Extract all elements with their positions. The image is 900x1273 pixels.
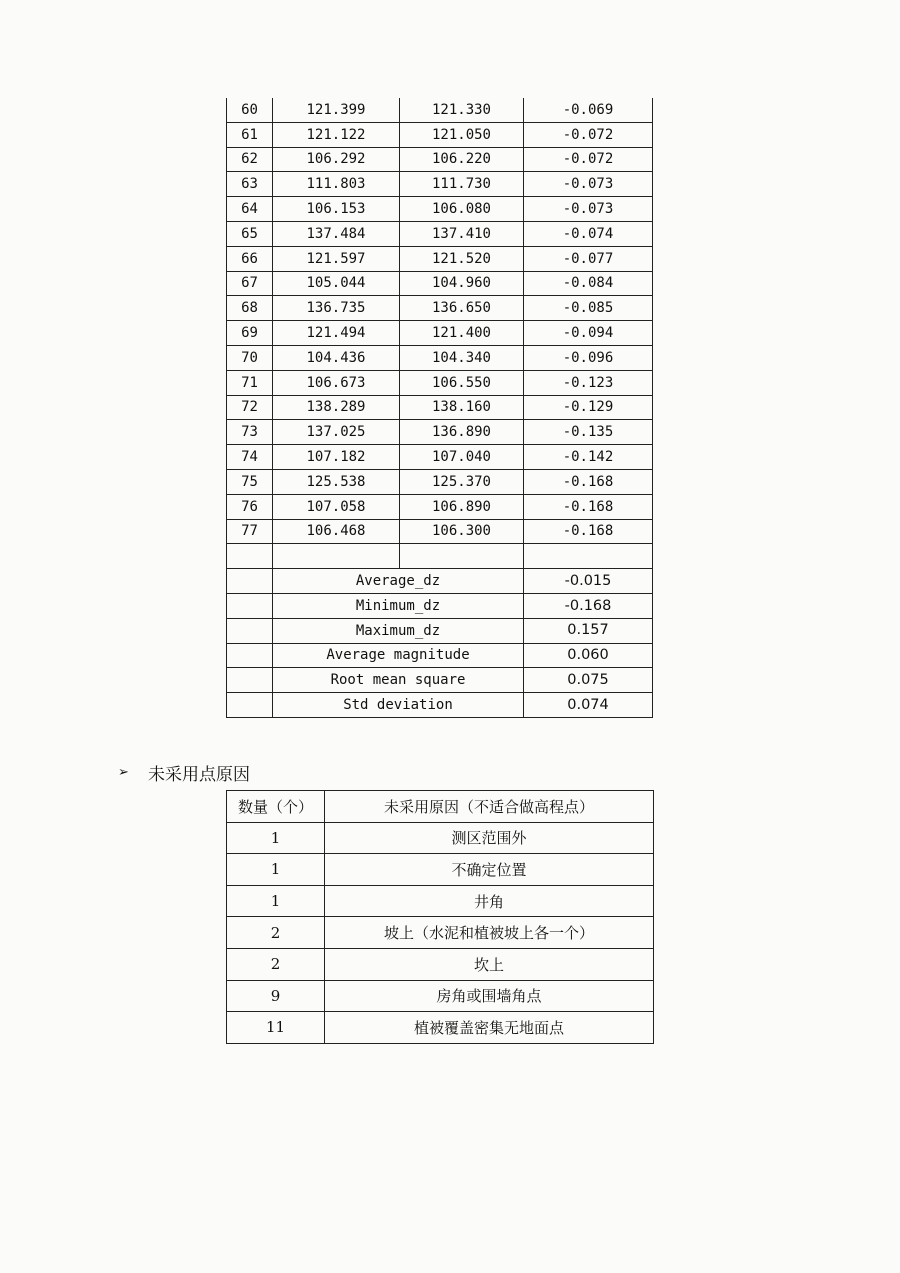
stat-label-cell: Minimum_dz [273, 593, 524, 618]
stat-row [227, 668, 653, 693]
count-cell: 1 [227, 854, 325, 886]
point-id-cell: 67 [227, 271, 273, 296]
dz-cell: -0.077 [524, 246, 653, 271]
dz-cell: -0.168 [524, 469, 653, 494]
table-row [227, 370, 653, 395]
reason-cell: 房角或围墙角点 [325, 980, 654, 1012]
blank-row [227, 544, 653, 569]
table-row [227, 948, 654, 980]
dz-cell: -0.168 [524, 519, 653, 544]
stat-value-cell: 0.075 [524, 668, 653, 693]
table-row [227, 420, 653, 445]
table-row [227, 345, 653, 370]
reference-elevation-cell: 106.080 [400, 197, 524, 222]
measured-elevation-cell: 107.058 [273, 494, 400, 519]
empty-cell [227, 569, 273, 594]
stat-row [227, 569, 653, 594]
reference-elevation-cell: 121.050 [400, 122, 524, 147]
point-id-cell: 68 [227, 296, 273, 321]
point-id-cell: 72 [227, 395, 273, 420]
reference-elevation-cell: 104.960 [400, 271, 524, 296]
reason-cell: 坎上 [325, 948, 654, 980]
measured-elevation-cell: 121.399 [273, 98, 400, 122]
point-id-cell: 75 [227, 469, 273, 494]
section-heading [118, 760, 250, 785]
count-cell: 11 [227, 1012, 325, 1044]
dz-cell: -0.168 [524, 494, 653, 519]
stat-row [227, 693, 653, 718]
point-id-cell: 74 [227, 445, 273, 470]
stat-row [227, 643, 653, 668]
empty-cell [400, 544, 524, 569]
stat-label-cell: Maximum_dz [273, 618, 524, 643]
measured-elevation-cell: 111.803 [273, 172, 400, 197]
check-points-table [226, 98, 653, 718]
measured-elevation-cell: 106.292 [273, 147, 400, 172]
empty-cell [227, 643, 273, 668]
measured-elevation-cell: 106.153 [273, 197, 400, 222]
stat-label-cell: Std deviation [273, 693, 524, 718]
stat-value-cell: 0.060 [524, 643, 653, 668]
table-row [227, 885, 654, 917]
table-row [227, 221, 653, 246]
table-row [227, 246, 653, 271]
point-id-cell: 73 [227, 420, 273, 445]
point-id-cell: 77 [227, 519, 273, 544]
reference-elevation-cell: 121.400 [400, 321, 524, 346]
point-id-cell: 63 [227, 172, 273, 197]
dz-cell: -0.072 [524, 147, 653, 172]
measured-elevation-cell: 125.538 [273, 469, 400, 494]
dz-cell: -0.096 [524, 345, 653, 370]
point-id-cell: 76 [227, 494, 273, 519]
table-row [227, 980, 654, 1012]
reference-elevation-cell: 106.300 [400, 519, 524, 544]
count-cell: 1 [227, 822, 325, 854]
stat-row [227, 593, 653, 618]
dz-cell: -0.129 [524, 395, 653, 420]
reference-elevation-cell: 107.040 [400, 445, 524, 470]
table-row [227, 147, 653, 172]
reference-elevation-cell: 106.890 [400, 494, 524, 519]
table-row [227, 98, 653, 122]
table-row [227, 122, 653, 147]
dz-cell: -0.069 [524, 98, 653, 122]
empty-cell [227, 618, 273, 643]
stat-value-cell: 0.157 [524, 618, 653, 643]
dz-cell: -0.135 [524, 420, 653, 445]
dz-cell: -0.142 [524, 445, 653, 470]
measured-elevation-cell: 138.289 [273, 395, 400, 420]
stat-label-cell: Average_dz [273, 569, 524, 594]
point-id-cell: 66 [227, 246, 273, 271]
dz-cell: -0.085 [524, 296, 653, 321]
dz-cell: -0.073 [524, 172, 653, 197]
reference-elevation-cell: 121.520 [400, 246, 524, 271]
table-row [227, 917, 654, 949]
table-row [227, 296, 653, 321]
table-row [227, 822, 654, 854]
point-id-cell: 65 [227, 221, 273, 246]
dz-cell: -0.094 [524, 321, 653, 346]
measured-elevation-cell: 121.122 [273, 122, 400, 147]
measured-elevation-cell: 137.025 [273, 420, 400, 445]
empty-cell [227, 593, 273, 618]
reason-cell: 井角 [325, 885, 654, 917]
reference-elevation-cell: 121.330 [400, 98, 524, 122]
stat-value-cell: 0.074 [524, 693, 653, 718]
measured-elevation-cell: 104.436 [273, 345, 400, 370]
table-row [227, 494, 653, 519]
empty-cell [227, 693, 273, 718]
point-id-cell: 64 [227, 197, 273, 222]
point-id-cell: 60 [227, 98, 273, 122]
table-row [227, 854, 654, 886]
stat-label-cell: Average magnitude [273, 643, 524, 668]
count-header: 数量（个） [227, 791, 325, 823]
reference-elevation-cell: 106.550 [400, 370, 524, 395]
dz-cell: -0.074 [524, 221, 653, 246]
dz-cell: -0.123 [524, 370, 653, 395]
count-cell: 2 [227, 948, 325, 980]
measured-elevation-cell: 121.494 [273, 321, 400, 346]
stat-value-cell: -0.168 [524, 593, 653, 618]
point-id-cell: 61 [227, 122, 273, 147]
reference-elevation-cell: 111.730 [400, 172, 524, 197]
reference-elevation-cell: 137.410 [400, 221, 524, 246]
measured-elevation-cell: 137.484 [273, 221, 400, 246]
reason-cell: 植被覆盖密集无地面点 [325, 1012, 654, 1044]
section-title: 未采用点原因 [148, 765, 250, 785]
count-cell: 1 [227, 885, 325, 917]
table-row [227, 321, 653, 346]
stat-value-cell: -0.015 [524, 569, 653, 594]
table-row [227, 519, 653, 544]
measured-elevation-cell: 105.044 [273, 271, 400, 296]
point-id-cell: 71 [227, 370, 273, 395]
arrow-bullet-icon: ➢ [118, 765, 129, 780]
reference-elevation-cell: 125.370 [400, 469, 524, 494]
reason-cell: 测区范围外 [325, 822, 654, 854]
table-row [227, 197, 653, 222]
dz-cell: -0.072 [524, 122, 653, 147]
reason-cell: 不确定位置 [325, 854, 654, 886]
measured-elevation-cell: 121.597 [273, 246, 400, 271]
reason-header: 未采用原因（不适合做高程点） [325, 791, 654, 823]
point-id-cell: 70 [227, 345, 273, 370]
stat-row [227, 618, 653, 643]
empty-cell [273, 544, 400, 569]
table-row [227, 445, 653, 470]
unused-points-reasons-table [226, 790, 654, 1044]
reference-elevation-cell: 138.160 [400, 395, 524, 420]
table-row [227, 395, 653, 420]
reasons-table-body [227, 822, 654, 1043]
empty-cell [227, 544, 273, 569]
empty-cell [524, 544, 653, 569]
measured-elevation-cell: 136.735 [273, 296, 400, 321]
table-row [227, 469, 653, 494]
table-header-row [227, 791, 654, 823]
check-points-table-body [227, 98, 653, 717]
count-cell: 9 [227, 980, 325, 1012]
table-row [227, 1012, 654, 1044]
reference-elevation-cell: 104.340 [400, 345, 524, 370]
measured-elevation-cell: 106.673 [273, 370, 400, 395]
point-id-cell: 62 [227, 147, 273, 172]
reference-elevation-cell: 136.890 [400, 420, 524, 445]
stat-label-cell: Root mean square [273, 668, 524, 693]
measured-elevation-cell: 106.468 [273, 519, 400, 544]
table-row [227, 172, 653, 197]
reason-cell: 坡上（水泥和植被坡上各一个） [325, 917, 654, 949]
reference-elevation-cell: 136.650 [400, 296, 524, 321]
dz-cell: -0.084 [524, 271, 653, 296]
empty-cell [227, 668, 273, 693]
dz-cell: -0.073 [524, 197, 653, 222]
point-id-cell: 69 [227, 321, 273, 346]
count-cell: 2 [227, 917, 325, 949]
measured-elevation-cell: 107.182 [273, 445, 400, 470]
reference-elevation-cell: 106.220 [400, 147, 524, 172]
table-row [227, 271, 653, 296]
